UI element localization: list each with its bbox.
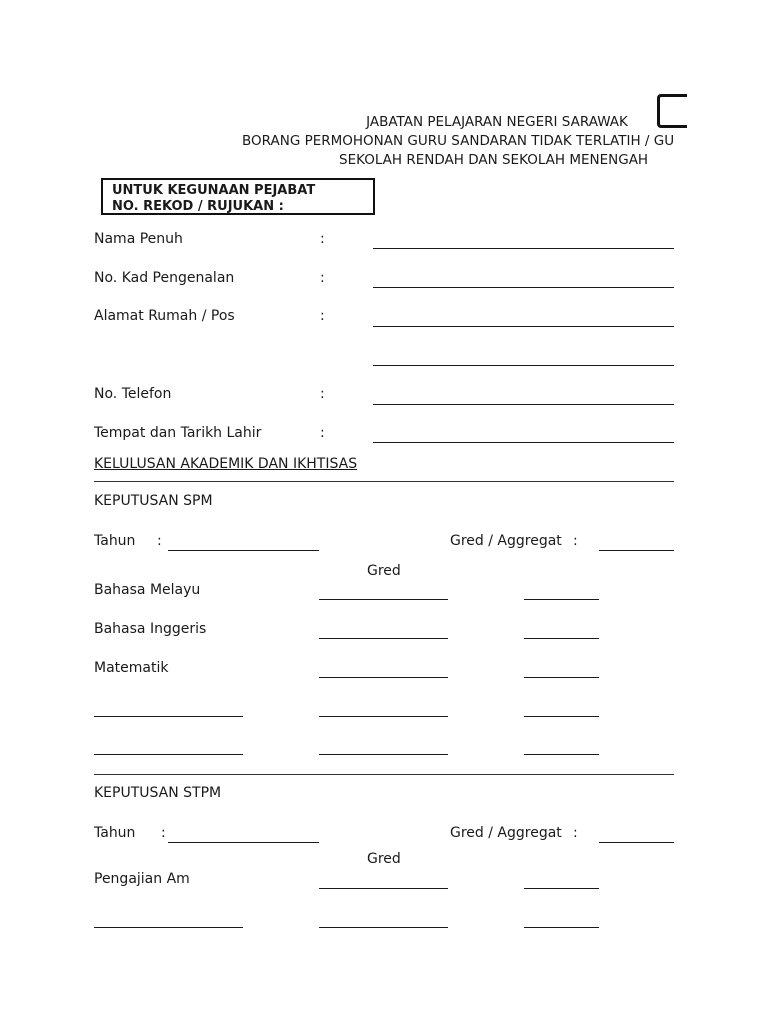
stpm-extra-field-2[interactable] xyxy=(524,927,599,928)
spm-extra-field-3[interactable] xyxy=(524,677,599,678)
address-field-line-2[interactable] xyxy=(373,365,674,366)
spm-subject-field-5[interactable] xyxy=(94,754,243,755)
header-department: JABATAN PELAJARAN NEGERI SARAWAK xyxy=(366,114,628,130)
spm-title: KEPUTUSAN SPM xyxy=(94,493,213,509)
stpm-aggregate-colon: : xyxy=(573,825,578,841)
stpm-year-field[interactable] xyxy=(168,842,319,843)
spm-subject-matematik: Matematik xyxy=(94,660,169,676)
spm-extra-field-4[interactable] xyxy=(524,716,599,717)
section-divider xyxy=(94,481,674,482)
record-reference-label: NO. REKOD / RUJUKAN : xyxy=(112,199,284,214)
phone-field[interactable] xyxy=(373,404,674,405)
phone-colon: : xyxy=(320,386,325,402)
spm-grade-field-2[interactable] xyxy=(319,638,448,639)
spm-extra-field-1[interactable] xyxy=(524,599,599,600)
stpm-extra-field-1[interactable] xyxy=(524,888,599,889)
spm-subject-bahasa-melayu: Bahasa Melayu xyxy=(94,582,201,598)
stpm-year-colon: : xyxy=(161,825,166,841)
spm-grade-field-5[interactable] xyxy=(319,754,448,755)
spm-aggregate-field[interactable] xyxy=(599,550,674,551)
spm-extra-field-2[interactable] xyxy=(524,638,599,639)
stpm-subject-pengajian-am: Pengajian Am xyxy=(94,871,190,887)
header-form-title: BORANG PERMOHONAN GURU SANDARAN TIDAK TERLATIH / GU xyxy=(242,133,675,149)
stpm-year-label: Tahun xyxy=(94,825,136,841)
spm-year-colon: : xyxy=(157,533,162,549)
spm-subject-bahasa-inggeris: Bahasa Inggeris xyxy=(94,621,207,637)
spm-grade-field-4[interactable] xyxy=(319,716,448,717)
stpm-title: KEPUTUSAN STPM xyxy=(94,785,222,801)
address-label: Alamat Rumah / Pos xyxy=(94,308,235,324)
full-name-colon: : xyxy=(320,231,325,247)
address-colon: : xyxy=(320,308,325,324)
stpm-subject-field-2[interactable] xyxy=(94,927,243,928)
spm-aggregate-colon: : xyxy=(573,533,578,549)
birth-place-date-colon: : xyxy=(320,425,325,441)
spm-stpm-divider xyxy=(94,774,674,775)
spm-year-field[interactable] xyxy=(168,550,319,551)
stpm-grade-field-1[interactable] xyxy=(319,888,448,889)
birth-place-date-field[interactable] xyxy=(373,442,674,443)
header-school-type: SEKOLAH RENDAH DAN SEKOLAH MENENGAH xyxy=(339,152,649,168)
stpm-aggregate-field[interactable] xyxy=(599,842,674,843)
spm-aggregate-label: Gred / Aggregat xyxy=(450,533,562,549)
ic-number-label: No. Kad Pengenalan xyxy=(94,270,235,286)
ic-number-field[interactable] xyxy=(373,287,674,288)
stpm-grade-header: Gred xyxy=(367,851,401,867)
spm-extra-field-5[interactable] xyxy=(524,754,599,755)
spm-subject-field-4[interactable] xyxy=(94,716,243,717)
spm-grade-field-3[interactable] xyxy=(319,677,448,678)
office-use-box xyxy=(101,178,375,215)
stpm-grade-field-2[interactable] xyxy=(319,927,448,928)
office-use-label: UNTUK KEGUNAAN PEJABAT xyxy=(112,183,316,198)
spm-grade-header: Gred xyxy=(367,563,401,579)
address-field-line-1[interactable] xyxy=(373,326,674,327)
stpm-aggregate-label: Gred / Aggregat xyxy=(450,825,562,841)
spm-year-label: Tahun xyxy=(94,533,136,549)
full-name-field[interactable] xyxy=(373,248,674,249)
birth-place-date-label: Tempat dan Tarikh Lahir xyxy=(94,425,262,441)
full-name-label: Nama Penuh xyxy=(94,231,183,247)
spm-grade-field-1[interactable] xyxy=(319,599,448,600)
ic-number-colon: : xyxy=(320,270,325,286)
academic-section-title: KELULUSAN AKADEMIK DAN IKHTISAS xyxy=(94,456,358,472)
phone-label: No. Telefon xyxy=(94,386,172,402)
